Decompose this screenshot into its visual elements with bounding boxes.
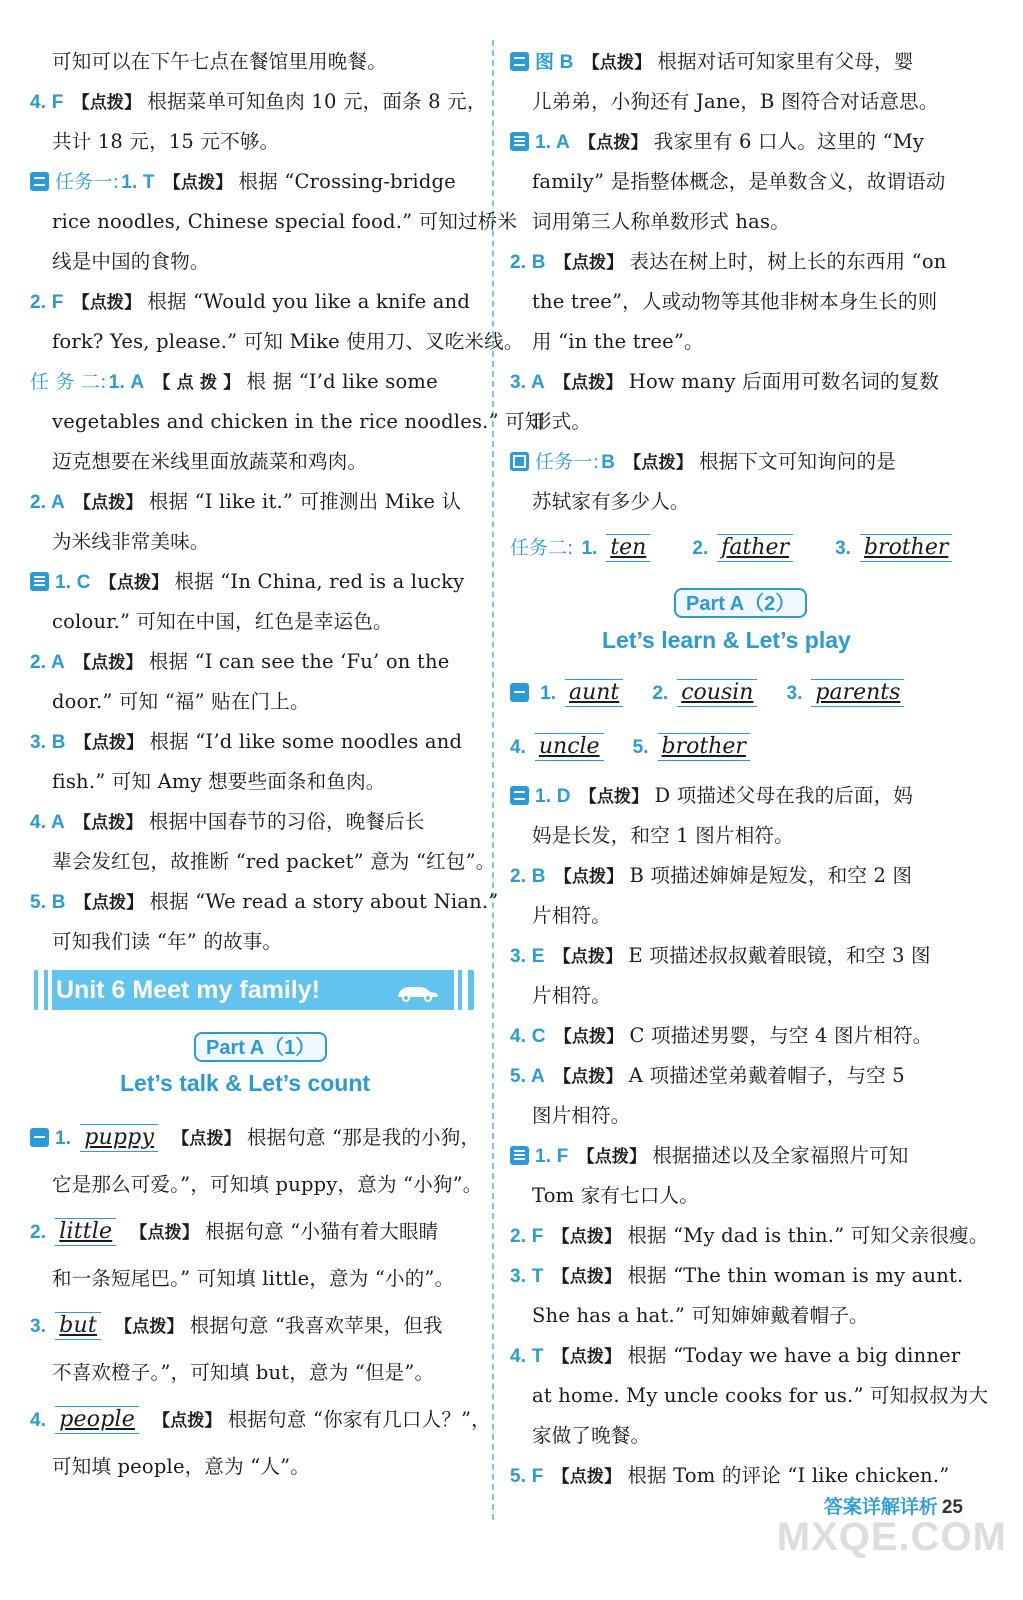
explanation-text: 根据对话可知家里有父母，婴	[657, 50, 914, 73]
hint-tag: 【点拨】	[554, 253, 624, 273]
watermark: MXQE.COM	[776, 1515, 1007, 1559]
unit-title: Unit 6 Meet my family!	[56, 976, 320, 1004]
hint-tag: 【点拨】	[152, 1411, 222, 1431]
learn-row-1	[510, 672, 904, 716]
text-line	[532, 322, 704, 362]
section-icon	[30, 1128, 49, 1147]
text-line	[52, 402, 545, 442]
task2-label: 任务二:	[510, 537, 574, 559]
answer-number: 3. E	[510, 946, 545, 967]
text-line	[532, 482, 690, 522]
answer-number: 2. B	[510, 252, 546, 273]
answer-number: 3. A	[510, 372, 545, 393]
explanation-text: 我家里有 6 口人。这里的 “My	[653, 130, 925, 153]
column-divider	[492, 40, 494, 1520]
explanation-text: 辈会发红包，故推断 “red packet” 意为 “红包”。	[52, 850, 496, 873]
explanation-text: 根据中国春节的习俗，晚餐后长	[148, 810, 425, 833]
explanation-text: 可知填 people，意为 “人”。	[52, 1455, 310, 1478]
hint-tag: 【点拨】	[552, 1467, 622, 1487]
hint-tag: 【点拨】	[74, 733, 144, 753]
answer-number: 1. T	[121, 172, 155, 193]
task-label: 任务一:	[535, 451, 600, 473]
text-line	[30, 802, 425, 842]
answer-number: 1. F	[535, 1146, 569, 1167]
text-line	[52, 922, 282, 962]
explanation-text: 根据 Tom 的评论 “I like chicken.”	[627, 1464, 950, 1487]
answer-number: 5. F	[510, 1466, 544, 1487]
text-line	[510, 442, 896, 482]
explanation-text: 根据 “Crossing-bridge	[238, 170, 456, 193]
text-line	[52, 42, 387, 82]
text-line	[532, 896, 611, 936]
text-line	[510, 362, 939, 402]
banner-stripe	[38, 970, 44, 1010]
text-line	[532, 402, 591, 442]
text-line	[510, 242, 947, 282]
text-line	[52, 1165, 482, 1205]
text-line	[30, 482, 461, 522]
hint-tag: 【点拨】	[163, 173, 233, 193]
explanation-text: 根据 “My dad is thin.” 可知父亲很瘦。	[627, 1224, 989, 1247]
hint-tag: 【点拨】	[553, 373, 623, 393]
handwritten-answer: puppy	[80, 1124, 158, 1152]
explanation-text: A 项描述堂弟戴着帽子，与空 5	[628, 1064, 905, 1087]
text-line	[30, 162, 456, 202]
answer-number: 3. B	[30, 732, 66, 753]
text-line	[30, 562, 464, 602]
text-line	[30, 882, 498, 922]
text-line	[532, 82, 939, 122]
explanation-text: 根据下文可知询问的是	[698, 450, 896, 473]
explanation-text: 根据 “We read a story about Nian.”	[149, 890, 499, 913]
explanation-text: 家做了晚餐。	[532, 1424, 651, 1447]
text-line	[30, 642, 449, 682]
task-label: 任务一:	[55, 171, 120, 193]
answer-number: 5. B	[30, 892, 66, 913]
answer-number: 4. C	[510, 1026, 546, 1047]
hint-tag: 【点拨】	[114, 1317, 184, 1337]
text-line	[532, 1296, 869, 1336]
task-label: 任 务 二:	[30, 371, 107, 393]
explanation-text: 迈克想要在米线里面放蔬菜和鸡肉。	[52, 450, 368, 473]
text-line	[532, 282, 937, 322]
explanation-text: 和一条短尾巴。” 可知填 little，意为 “小的”。	[52, 1267, 455, 1290]
explanation-text: D 项描述父母在我的后面，妈	[654, 784, 914, 807]
text-line	[30, 1306, 443, 1346]
learn-word-2: cousin	[677, 679, 757, 707]
handwritten-answer: people	[55, 1406, 139, 1434]
car-icon	[394, 982, 440, 1002]
learn-word-5: brother	[658, 733, 750, 761]
answer-number: 1. A	[108, 372, 145, 393]
text-line	[510, 776, 913, 816]
text-line	[532, 1176, 699, 1216]
text-line	[52, 1259, 454, 1299]
text-line	[52, 762, 385, 802]
answer-number: 4. A	[30, 812, 65, 833]
answer-number: 3. T	[510, 1266, 544, 1287]
learn-word-3: parents	[811, 679, 904, 707]
learn-num-3: 3.	[786, 683, 803, 704]
explanation-text: 根据句意 “我喜欢苹果，但我	[189, 1314, 443, 1337]
text-line	[532, 816, 794, 856]
text-line	[532, 202, 790, 242]
text-line	[30, 362, 438, 402]
explanation-text: 根据 “I can see the ‘Fu’ on the	[148, 650, 450, 673]
learn-word-4: uncle	[535, 733, 604, 761]
text-line	[52, 442, 367, 482]
section-icon	[510, 1146, 529, 1165]
explanation-text: 片相符。	[532, 984, 611, 1007]
hint-tag: 【点拨】	[578, 133, 648, 153]
explanation-text: 用 “in the tree”。	[532, 330, 704, 353]
answer-number: 4.	[30, 1410, 47, 1431]
explanation-text: 根据句意 “小猫有着大眼睛	[205, 1220, 439, 1243]
text-line	[30, 82, 487, 122]
answer-number: 2. A	[30, 652, 65, 673]
text-line	[532, 976, 611, 1016]
learn-word-1: aunt	[565, 679, 623, 707]
answer-number: 4. T	[510, 1346, 544, 1367]
explanation-text: 根据描述以及全家福照片可知	[652, 1144, 909, 1167]
hint-tag: 【 点 拨 】	[153, 373, 241, 393]
text-line	[30, 1400, 491, 1440]
section-1-icon	[510, 683, 529, 702]
explanation-text: 不喜欢橙子。”，可知填 but，意为 “但是”。	[52, 1361, 435, 1384]
hint-tag: 【点拨】	[73, 653, 143, 673]
banner-stripe	[462, 970, 468, 1010]
explanation-text: fish.” 可知 Amy 想要些面条和鱼肉。	[52, 770, 386, 793]
hint-tag: 【点拨】	[72, 93, 142, 113]
task2-num-1: 1.	[581, 538, 598, 559]
learn-row-2	[510, 726, 750, 770]
explanation-text: 根据句意 “你家有几口人？”，	[227, 1408, 491, 1431]
answer-number: B	[601, 452, 616, 473]
text-line	[30, 1118, 480, 1158]
task2-word-2: father	[717, 534, 793, 562]
hint-tag: 【点拨】	[552, 1227, 622, 1247]
answer-number: 1. D	[535, 786, 571, 807]
text-line	[52, 202, 517, 242]
explanation-text: E 项描述叔叔戴着眼镜，和空 3 图	[628, 944, 931, 967]
answer-number: 3.	[30, 1316, 47, 1337]
section-icon	[510, 132, 529, 151]
answer-number: 2. F	[30, 292, 64, 313]
banner-stripe	[48, 970, 52, 1010]
explanation-text: door.” 可知 “福” 贴在门上。	[52, 690, 310, 713]
text-line	[52, 242, 210, 282]
explanation-text: fork? Yes, please.” 可知 Mike 使用刀、叉吃米线。	[52, 330, 524, 353]
text-line	[532, 1416, 650, 1456]
explanation-text: 表达在树上时，树上长的东西用 “on	[629, 250, 947, 273]
answer-number: 1. C	[55, 572, 91, 593]
learn-num-1: 1.	[540, 683, 556, 704]
hint-tag: 【点拨】	[99, 573, 169, 593]
part-label-left: Part A（1）	[194, 1032, 327, 1062]
hint-tag: 【点拨】	[554, 1027, 624, 1047]
text-line	[52, 1447, 310, 1487]
handwritten-answer: little	[55, 1218, 116, 1246]
section-icon	[510, 52, 529, 71]
text-line	[510, 1216, 989, 1256]
explanation-text: 根据 “I’d like some noodles and	[149, 730, 463, 753]
answer-number: 2. F	[510, 1226, 544, 1247]
text-line	[30, 282, 470, 322]
text-line	[510, 1056, 905, 1096]
explanation-text: at home. My uncle cooks for us.” 可知叔叔为大	[532, 1384, 989, 1407]
task2-row	[510, 526, 952, 570]
section-icon	[510, 452, 529, 471]
explanation-text: 妈是长发，和空 1 图片相符。	[532, 824, 794, 847]
hint-tag: 【点拨】	[624, 453, 693, 473]
text-line	[52, 122, 279, 162]
text-line	[510, 1336, 960, 1376]
text-line	[52, 1353, 434, 1393]
explanation-text: 共计 18 元，15 元不够。	[52, 130, 280, 153]
answer-number: 1. A	[535, 132, 570, 153]
explanation-text: How many 后面用可数名词的复数	[628, 370, 940, 393]
text-line	[510, 1016, 933, 1056]
hint-tag: 【点拨】	[582, 53, 652, 73]
hint-tag: 【点拨】	[72, 293, 142, 313]
footer-label: 答案详解详析	[823, 1497, 938, 1518]
explanation-text: 苏轼家有多少人。	[532, 490, 690, 513]
explanation-text: 根据菜单可知鱼肉 10 元，面条 8 元，	[147, 90, 487, 113]
explanation-text: 根据 “The thin woman is my aunt.	[627, 1264, 964, 1287]
banner-stripe	[454, 970, 458, 1010]
explanation-text: vegetables and chicken in the rice noodles.” 可知	[52, 410, 545, 433]
explanation-text: 图片相符。	[532, 1104, 631, 1127]
hint-tag: 【点拨】	[579, 787, 649, 807]
text-line	[52, 522, 210, 562]
text-line	[510, 1456, 949, 1496]
hint-tag: 【点拨】	[552, 1267, 622, 1287]
text-line	[30, 722, 462, 762]
explanation-text: 片相符。	[532, 904, 611, 927]
hint-tag: 【点拨】	[74, 893, 144, 913]
section-icon	[30, 572, 49, 591]
text-line	[510, 856, 912, 896]
section-icon	[510, 786, 529, 805]
explanation-text: family” 是指整体概念，是单数含义，故谓语动	[532, 170, 946, 193]
explanation-text: 形式。	[532, 410, 592, 433]
task2-num-2: 2.	[692, 538, 709, 559]
explanation-text: B 项描述婶婶是短发，和空 2 图	[629, 864, 913, 887]
answer-number: 2. B	[510, 866, 546, 887]
explanation-text: 线是中国的食物。	[52, 250, 210, 273]
explanation-text: Tom 家有七口人。	[532, 1184, 699, 1207]
task2-word-3: brother	[860, 534, 952, 562]
text-line	[30, 1212, 438, 1252]
explanation-text: 根据 “I like it.” 可推测出 Mike 认	[148, 490, 462, 513]
explanation-text: 儿弟弟，小狗还有 Jane，B 图符合对话意思。	[532, 90, 939, 113]
handwritten-answer: but	[55, 1312, 101, 1340]
task2-num-3: 3.	[835, 538, 851, 559]
text-line	[510, 1256, 963, 1296]
text-line	[52, 322, 524, 362]
answer-number: 1.	[55, 1128, 72, 1149]
text-line	[52, 602, 393, 642]
hint-tag: 【点拨】	[577, 1147, 647, 1167]
explanation-text: 根据 “Today we have a big dinner	[627, 1344, 961, 1367]
text-line	[532, 162, 946, 202]
explanation-text: 可知可以在下午七点在餐馆里用晚餐。	[52, 50, 387, 73]
answer-number: 2.	[30, 1222, 47, 1243]
explanation-text: 它是那么可爱。”，可知填 puppy，意为 “小狗”。	[52, 1173, 483, 1196]
hint-tag: 【点拨】	[553, 947, 623, 967]
explanation-text: 为米线非常美味。	[52, 530, 210, 553]
answer-number: 图 B	[535, 52, 574, 73]
text-line	[532, 1096, 631, 1136]
explanation-text: 根 据 “I’d like some	[246, 370, 438, 393]
hint-tag: 【点拨】	[73, 813, 143, 833]
explanation-text: rice noodles, Chinese special food.” 可知过桥米	[52, 210, 518, 233]
text-line	[510, 1136, 908, 1176]
part-subtitle-left: Let’s talk & Let’s count	[120, 1070, 371, 1096]
learn-num-4: 4.	[510, 737, 526, 758]
text-line	[510, 42, 914, 82]
text-line	[52, 682, 310, 722]
section-icon	[30, 172, 49, 191]
explanation-text: colour.” 可知在中国，红色是幸运色。	[52, 610, 393, 633]
hint-tag: 【点拨】	[172, 1129, 241, 1149]
page-number: 25	[941, 1497, 963, 1518]
text-line	[510, 936, 931, 976]
part-subtitle-right: Let’s learn & Let’s play	[602, 627, 851, 653]
text-line	[52, 842, 495, 882]
hint-tag: 【点拨】	[130, 1223, 200, 1243]
explanation-text: 词用第三人称单数形式 has。	[532, 210, 790, 233]
explanation-text: 可知我们读 “年” 的故事。	[52, 930, 283, 953]
text-line	[510, 122, 924, 162]
answer-number: 4. F	[30, 92, 64, 113]
explanation-text: the tree”，人或动物等其他非树本身生长的则	[532, 290, 938, 313]
unit-banner	[34, 970, 474, 1010]
explanation-text: She has a hat.” 可知婶婶戴着帽子。	[532, 1304, 869, 1327]
explanation-text: C 项描述男婴，与空 4 图片相符。	[629, 1024, 933, 1047]
explanation-text: 根据 “In China, red is a lucky	[174, 570, 465, 593]
text-line	[532, 1376, 988, 1416]
explanation-text: 根据句意 “那是我的小狗，	[246, 1126, 481, 1149]
part-label-right: Part A（2）	[674, 588, 807, 618]
learn-num-5: 5.	[632, 737, 649, 758]
task2-word-1: ten	[606, 534, 650, 562]
hint-tag: 【点拨】	[554, 867, 624, 887]
answer-number: 2. A	[30, 492, 65, 513]
learn-num-2: 2.	[652, 683, 669, 704]
hint-tag: 【点拨】	[552, 1347, 622, 1367]
hint-tag: 【点拨】	[553, 1067, 623, 1087]
answer-number: 5. A	[510, 1066, 545, 1087]
hint-tag: 【点拨】	[73, 493, 143, 513]
explanation-text: 根据 “Would you like a knife and	[147, 290, 471, 313]
